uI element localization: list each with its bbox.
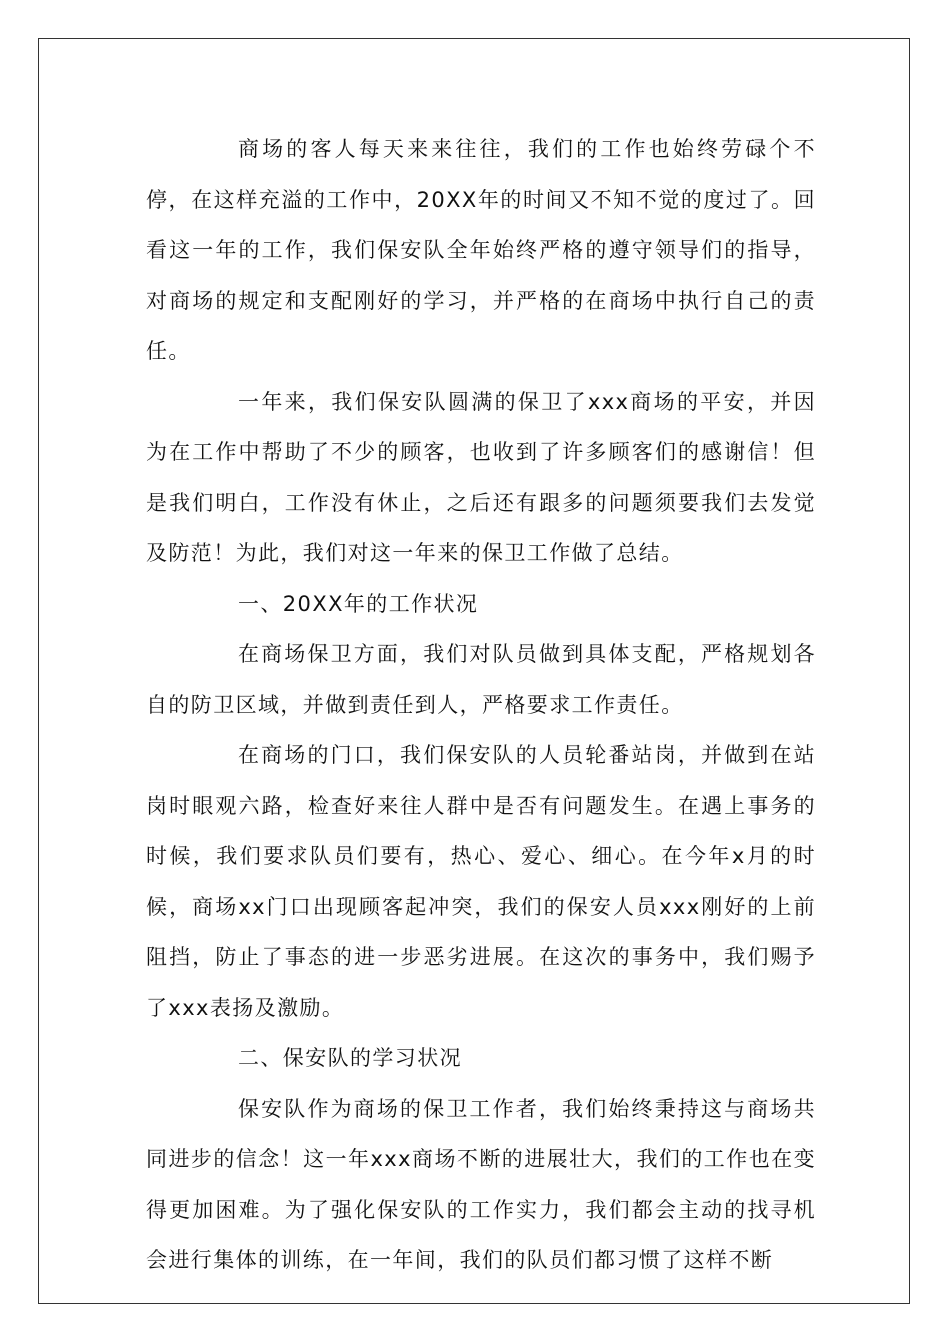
paragraph-training: 保安队作为商场的保卫工作者，我们始终秉持这与商场共同进步的信念！这一年xxx商场不断的进展壮大，我们的工作也在变得更加困难。为了强化保安队的工作实力，我们都会主动的找寻机会进行集体的训练，在一年间，我们的队员们都习惯了这样不断 [146,1096,816,1272]
paragraph-summary: 一年来，我们保安队圆满的保卫了xxx商场的平安，并因为在工作中帮助了不少的顾客，也收到了许多顾客们的感谢信！但是我们明白，工作没有休止，之后还有跟多的问题须要我们去发觉及防范！为此，我们对这一年来的保卫工作做了总结。 [146,389,816,565]
section-heading-work-status: 一、20XX年的工作状况 [238,591,479,616]
paragraph-door-duty: 在商场的门口，我们保安队的人员轮番站岗，并做到在站岗时眼观六路，检查好来往人群中是否有问题发生。在遇上事务的时候，我们要求队员们要有，热心、爱心、细心。在今年x月的时候，商场xx门口出现顾客起冲突，我们的保安人员xxx刚好的上前阻挡，防止了事态的进一步恶劣进展。在这次的事务中，我们赐予了xxx表扬及激励。 [146,743,816,1020]
section-heading-study-status: 二、保安队的学习状况 [238,1046,462,1070]
document-body [146,124,816,1286]
paragraph-intro: 商场的客人每天来来往往，我们的工作也始终劳碌个不停，在这样充溢的工作中，20XX年的时间又不知不觉的度过了。回看这一年的工作，我们保安队全年始终严格的遵守领导们的指导，对商场的规定和支配刚好的学习，并严格的在商场中执行自己的责任。 [146,137,816,363]
paragraph-security-arrangement: 在商场保卫方面，我们对队员做到具体支配，严格规划各自的防卫区域，并做到责任到人，严格要求工作责任。 [146,642,816,717]
